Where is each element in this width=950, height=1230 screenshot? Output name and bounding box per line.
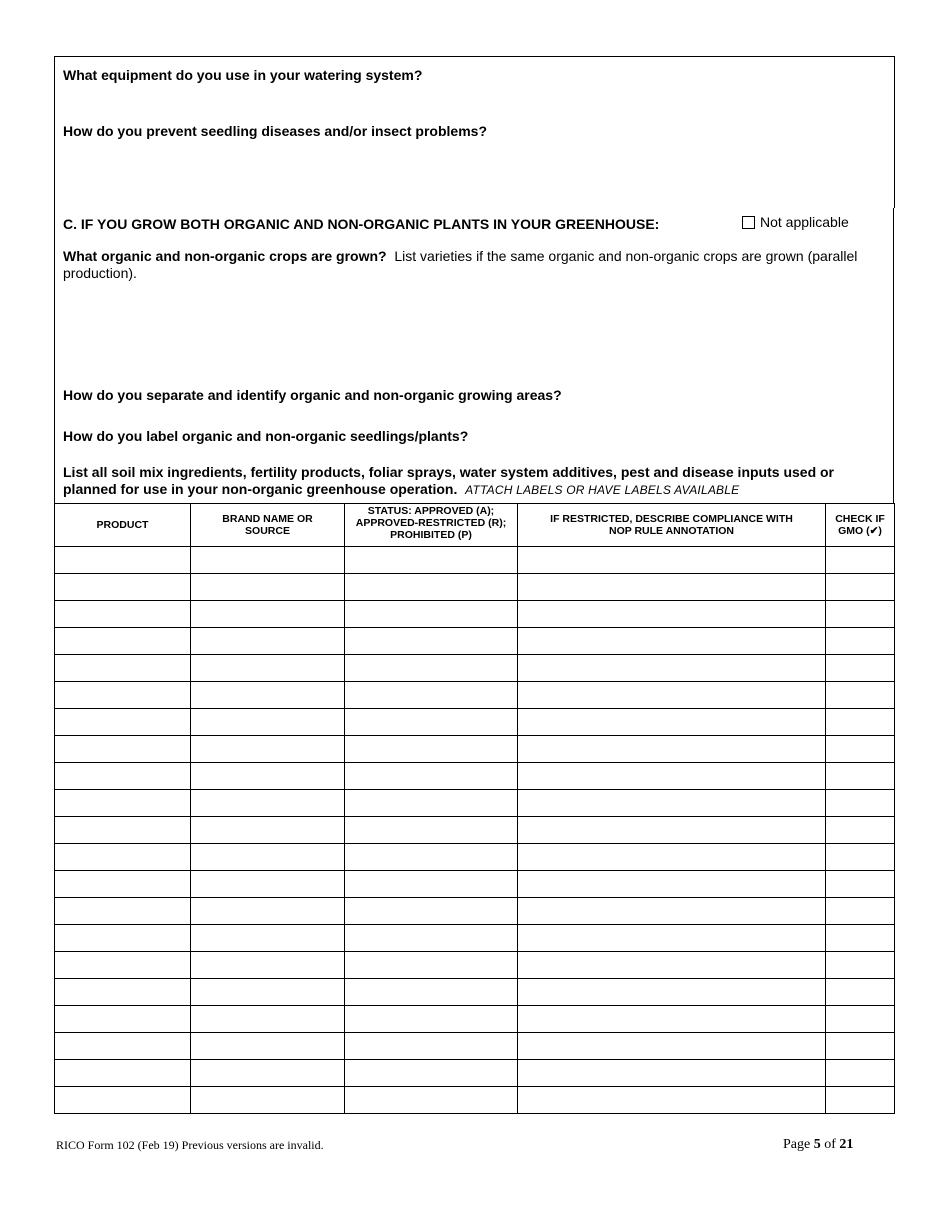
gmo-cell[interactable]	[826, 736, 895, 763]
gmo-cell[interactable]	[826, 1006, 895, 1033]
gmo-cell[interactable]	[826, 1087, 895, 1114]
product-cell[interactable]	[55, 1087, 191, 1114]
compliance-cell[interactable]	[518, 628, 826, 655]
gmo-cell[interactable]	[826, 817, 895, 844]
product-cell[interactable]	[55, 817, 191, 844]
table-row	[55, 952, 895, 979]
table-row	[55, 1033, 895, 1060]
compliance-cell[interactable]	[518, 898, 826, 925]
gmo-cell[interactable]	[826, 871, 895, 898]
table-row	[55, 925, 895, 952]
status-cell[interactable]	[345, 763, 518, 790]
product-cell[interactable]	[55, 763, 191, 790]
brand-cell[interactable]	[191, 898, 345, 925]
table-row	[55, 601, 895, 628]
brand-cell[interactable]	[191, 1087, 345, 1114]
gmo-cell[interactable]	[826, 574, 895, 601]
brand-cell[interactable]	[191, 628, 345, 655]
product-cell[interactable]	[55, 979, 191, 1006]
question-label-seedlings: How do you label organic and non-organic seedlings/plants?	[63, 428, 469, 444]
table-row	[55, 1060, 895, 1087]
compliance-cell[interactable]	[518, 1060, 826, 1087]
compliance-cell[interactable]	[518, 844, 826, 871]
product-cell[interactable]	[55, 655, 191, 682]
question-separate-areas: How do you separate and identify organic and non-organic growing areas?	[63, 387, 562, 403]
table-row	[55, 709, 895, 736]
section-c-left-border	[54, 56, 55, 504]
page-number: Page 5 of 21	[783, 1137, 854, 1152]
brand-cell[interactable]	[191, 709, 345, 736]
compliance-cell[interactable]	[518, 709, 826, 736]
brand-cell[interactable]	[191, 547, 345, 574]
status-cell[interactable]	[345, 952, 518, 979]
status-cell[interactable]	[345, 871, 518, 898]
brand-cell[interactable]	[191, 844, 345, 871]
brand-cell[interactable]	[191, 763, 345, 790]
table-row	[55, 655, 895, 682]
status-cell[interactable]	[345, 979, 518, 1006]
product-cell[interactable]	[55, 1033, 191, 1060]
product-cell[interactable]	[55, 736, 191, 763]
question-inputs-list	[63, 464, 853, 499]
status-cell[interactable]	[345, 628, 518, 655]
inputs-table-header-row	[55, 504, 895, 547]
compliance-cell[interactable]	[518, 736, 826, 763]
not-applicable-checkbox[interactable]	[742, 216, 755, 229]
question-crops-lead: What organic and non-organic crops are grown?	[63, 248, 387, 264]
brand-cell[interactable]	[191, 979, 345, 1006]
brand-cell[interactable]	[191, 790, 345, 817]
brand-cell[interactable]	[191, 952, 345, 979]
gmo-cell[interactable]	[826, 1060, 895, 1087]
brand-cell[interactable]	[191, 1033, 345, 1060]
gmo-cell[interactable]	[826, 790, 895, 817]
product-cell[interactable]	[55, 1060, 191, 1087]
product-cell[interactable]	[55, 547, 191, 574]
status-cell[interactable]	[345, 1060, 518, 1087]
product-cell[interactable]	[55, 628, 191, 655]
brand-cell[interactable]	[191, 682, 345, 709]
gmo-cell[interactable]	[826, 979, 895, 1006]
question-watering-equipment: What equipment do you use in your watering system?	[63, 67, 423, 83]
product-cell[interactable]	[55, 952, 191, 979]
status-cell[interactable]	[345, 1033, 518, 1060]
compliance-cell[interactable]	[518, 601, 826, 628]
compliance-cell[interactable]	[518, 925, 826, 952]
inputs-table	[54, 503, 895, 1114]
table-row	[55, 736, 895, 763]
question-inputs-lead: List all soil mix ingredients, fertility products, foliar sprays, water system additives, pest and disease inputs used or planned for use in your non-organic greenhouse operation.	[63, 464, 835, 497]
table-row	[55, 547, 895, 574]
compliance-cell[interactable]	[518, 655, 826, 682]
not-applicable-label: Not applicable	[760, 214, 849, 230]
gmo-cell[interactable]	[826, 763, 895, 790]
table-row	[55, 574, 895, 601]
table-row	[55, 871, 895, 898]
product-cell[interactable]	[55, 601, 191, 628]
brand-cell[interactable]	[191, 871, 345, 898]
status-cell[interactable]	[345, 1006, 518, 1033]
table-row	[55, 628, 895, 655]
table-row	[55, 898, 895, 925]
product-cell[interactable]	[55, 844, 191, 871]
product-cell[interactable]	[55, 790, 191, 817]
compliance-cell[interactable]	[518, 547, 826, 574]
table-row	[55, 790, 895, 817]
header-status: STATUS: APPROVED (A); APPROVED-RESTRICTED (R); PROHIBITED (P)	[345, 504, 518, 547]
compliance-cell[interactable]	[518, 763, 826, 790]
header-restricted-compliance: IF RESTRICTED, DESCRIBE COMPLIANCE WITH NOP RULE ANNOTATION	[518, 504, 826, 547]
header-product: PRODUCT	[55, 504, 191, 547]
status-cell[interactable]	[345, 709, 518, 736]
gmo-cell[interactable]	[826, 709, 895, 736]
brand-cell[interactable]	[191, 601, 345, 628]
form-footer-id: RICO Form 102 (Feb 19) Previous versions are invalid.	[56, 1138, 324, 1152]
gmo-cell[interactable]	[826, 844, 895, 871]
question-crops-rest: List varieties if the same organic and non-organic crops are grown (parallel production).	[63, 248, 858, 281]
gmo-cell[interactable]	[826, 547, 895, 574]
status-cell[interactable]	[345, 790, 518, 817]
header-check-gmo: CHECK IF GMO (✔)	[826, 504, 895, 547]
status-cell[interactable]	[345, 574, 518, 601]
table-row	[55, 979, 895, 1006]
status-cell[interactable]	[345, 844, 518, 871]
table-row	[55, 682, 895, 709]
product-cell[interactable]	[55, 925, 191, 952]
compliance-cell[interactable]	[518, 1087, 826, 1114]
product-cell[interactable]	[55, 709, 191, 736]
product-cell[interactable]	[55, 682, 191, 709]
header-brand: BRAND NAME OR SOURCE	[191, 504, 345, 547]
compliance-cell[interactable]	[518, 682, 826, 709]
section-c-right-border	[893, 208, 894, 504]
table-row	[55, 1006, 895, 1033]
gmo-cell[interactable]	[826, 925, 895, 952]
status-cell[interactable]	[345, 655, 518, 682]
product-cell[interactable]	[55, 1006, 191, 1033]
gmo-cell[interactable]	[826, 682, 895, 709]
product-cell[interactable]	[55, 871, 191, 898]
compliance-cell[interactable]	[518, 574, 826, 601]
status-cell[interactable]	[345, 547, 518, 574]
gmo-cell[interactable]	[826, 952, 895, 979]
status-cell[interactable]	[345, 682, 518, 709]
brand-cell[interactable]	[191, 574, 345, 601]
compliance-cell[interactable]	[518, 817, 826, 844]
brand-cell[interactable]	[191, 736, 345, 763]
compliance-cell[interactable]	[518, 952, 826, 979]
compliance-cell[interactable]	[518, 1033, 826, 1060]
brand-cell[interactable]	[191, 1006, 345, 1033]
gmo-cell[interactable]	[826, 601, 895, 628]
compliance-cell[interactable]	[518, 979, 826, 1006]
gmo-cell[interactable]	[826, 655, 895, 682]
question-seedling-diseases: How do you prevent seedling diseases and/or insect problems?	[63, 123, 487, 139]
section-c-heading: C. IF YOU GROW BOTH ORGANIC AND NON-ORGANIC PLANTS IN YOUR GREENHOUSE:	[63, 216, 660, 232]
table-row	[55, 1087, 895, 1114]
product-cell[interactable]	[55, 898, 191, 925]
gmo-cell[interactable]	[826, 1033, 895, 1060]
table-row	[55, 763, 895, 790]
compliance-cell[interactable]	[518, 1006, 826, 1033]
question-crops-grown	[63, 248, 873, 282]
status-cell[interactable]	[345, 601, 518, 628]
not-applicable-option[interactable]	[742, 214, 849, 230]
compliance-cell[interactable]	[518, 790, 826, 817]
compliance-cell[interactable]	[518, 871, 826, 898]
status-cell[interactable]	[345, 1087, 518, 1114]
attach-labels-note: ATTACH LABELS OR HAVE LABELS AVAILABLE	[465, 483, 740, 497]
table-row	[55, 844, 895, 871]
brand-cell[interactable]	[191, 1060, 345, 1087]
status-cell[interactable]	[345, 736, 518, 763]
brand-cell[interactable]	[191, 925, 345, 952]
status-cell[interactable]	[345, 817, 518, 844]
brand-cell[interactable]	[191, 655, 345, 682]
table-row	[55, 817, 895, 844]
product-cell[interactable]	[55, 574, 191, 601]
brand-cell[interactable]	[191, 817, 345, 844]
gmo-cell[interactable]	[826, 898, 895, 925]
gmo-cell[interactable]	[826, 628, 895, 655]
status-cell[interactable]	[345, 925, 518, 952]
status-cell[interactable]	[345, 898, 518, 925]
